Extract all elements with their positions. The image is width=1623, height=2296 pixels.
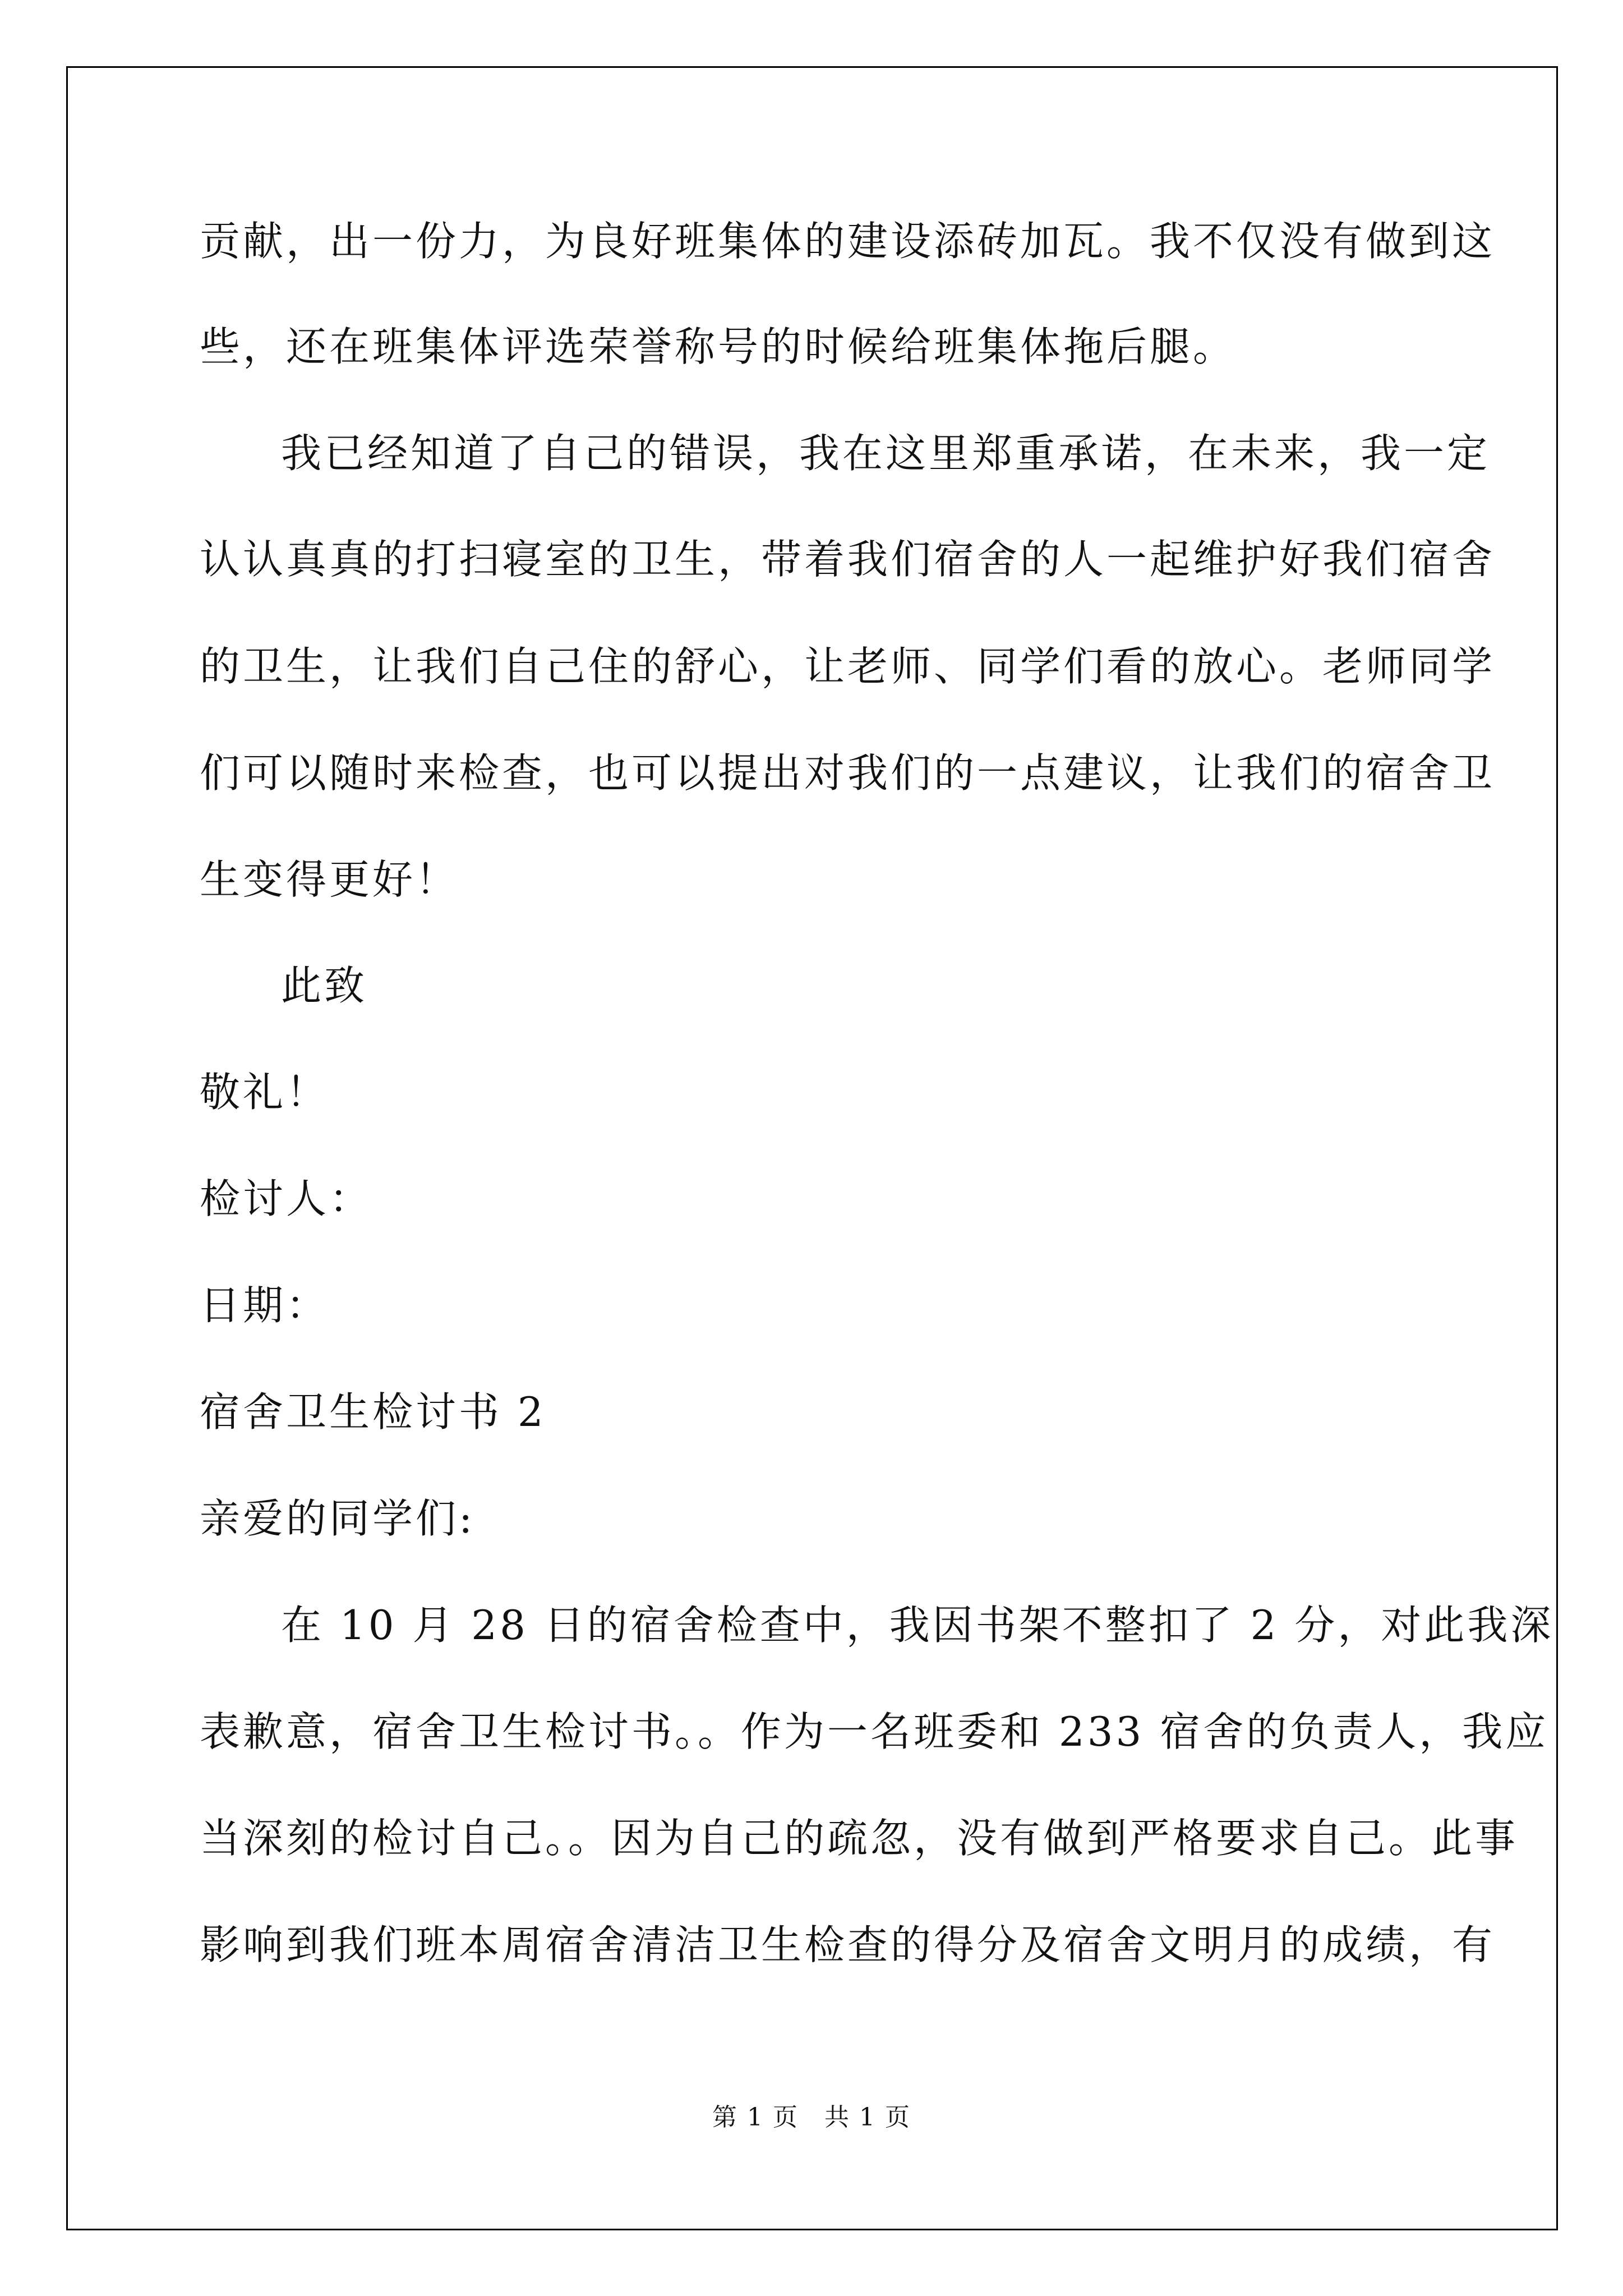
paragraph-line: 认认真真的打扫寝室的卫生，带着我们宿舍的人一起维护好我们宿舍 [200,536,1496,583]
greeting: 亲爱的同学们: [200,1495,476,1542]
paragraph-line: 在 10 月 28 日的宿舍检查中，我因书架不整扣了 2 分，对此我深 [281,1602,1554,1649]
section-title: 宿舍卫生检讨书 2 [200,1388,546,1435]
closing-respect: 敬礼！ [200,1069,330,1116]
paragraph-line: 当深刻的检讨自己。。因为自己的疏忽，没有做到严格要求自己。此事 [200,1815,1519,1862]
paragraph-line: 表歉意，宿舍卫生检讨书。。作为一名班委和 233 宿舍的负责人，我应 [200,1708,1549,1755]
page-border [66,66,1558,2230]
page-footer: 第 1 页 共 1 页 [712,2103,911,2132]
paragraph-line: 些，还在班集体评选荣誉称号的时候给班集体拖后腿。 [200,323,1237,370]
date-label: 日期： [200,1282,330,1329]
paragraph-line: 生变得更好！ [200,856,459,903]
paragraph-line: 影响到我们班本周宿舍清洁卫生检查的得分及宿舍文明月的成绩，有 [200,1921,1496,1968]
paragraph-line: 的卫生，让我们自己住的舒心，让老师、同学们看的放心。老师同学 [200,643,1496,690]
paragraph-line: 贡献，出一份力，为良好班集体的建设添砖加瓦。我不仅没有做到这 [200,218,1496,265]
paragraph-line: 我已经知道了自己的错误，我在这里郑重承诺，在未来，我一定 [281,430,1491,477]
author-label: 检讨人： [200,1175,373,1222]
closing-salutation: 此致 [281,962,368,1009]
paragraph-line: 们可以随时来检查，也可以提出对我们的一点建议，让我们的宿舍卫 [200,749,1496,797]
